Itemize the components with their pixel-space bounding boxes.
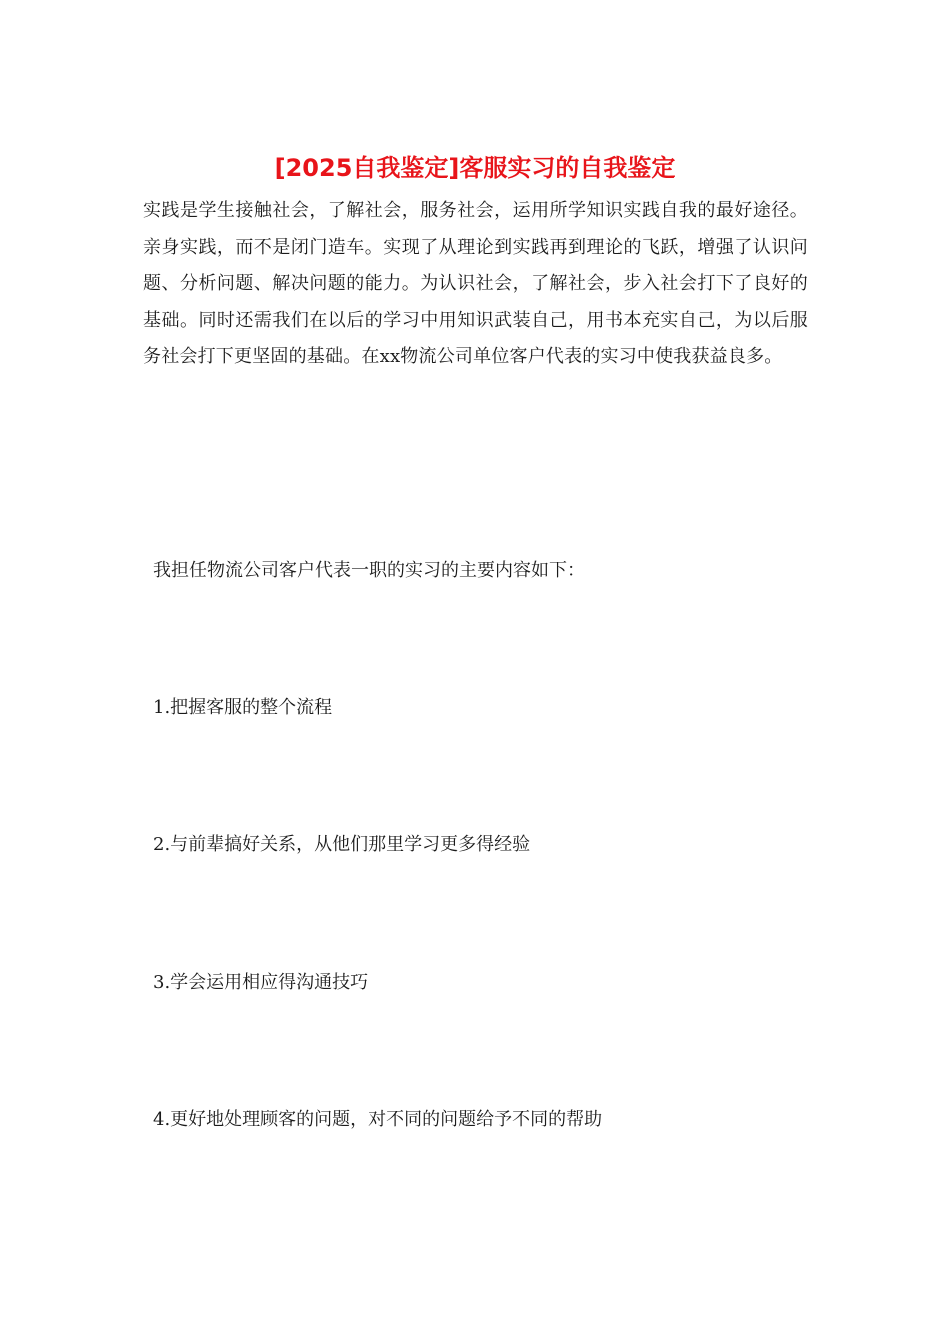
- intro-paragraph: 实践是学生接触社会，了解社会，服务社会，运用所学知识实践自我的最好途径。亲身实践，而不是闭门造车。实现了从理论到实践再到理论的飞跃，增强了认识问题、分析问题、解决问题的能力。为认识社会，了解社会，步入社会打下了良好的基础。同时还需我们在以后的学习中用知识武装自己，用书本充实自己，为以后服务社会打下更坚固的基础。在xx物流公司单位客户代表的实习中使我获益良多。: [143, 200, 808, 367]
- list-item: 4.更好地处理顾客的问题，对不同的问题给予不同的帮助: [153, 1109, 603, 1130]
- list-item: 2.与前辈搞好关系，从他们那里学习更多得经验: [153, 834, 531, 855]
- lead-paragraph: 我担任物流公司客户代表一职的实习的主要内容如下：: [153, 560, 585, 581]
- list-item: 3.学会运用相应得沟通技巧: [153, 972, 369, 993]
- list-item: 1.把握客服的整个流程: [153, 697, 333, 718]
- document-title: [2025自我鉴定]客服实习的自我鉴定: [274, 154, 676, 182]
